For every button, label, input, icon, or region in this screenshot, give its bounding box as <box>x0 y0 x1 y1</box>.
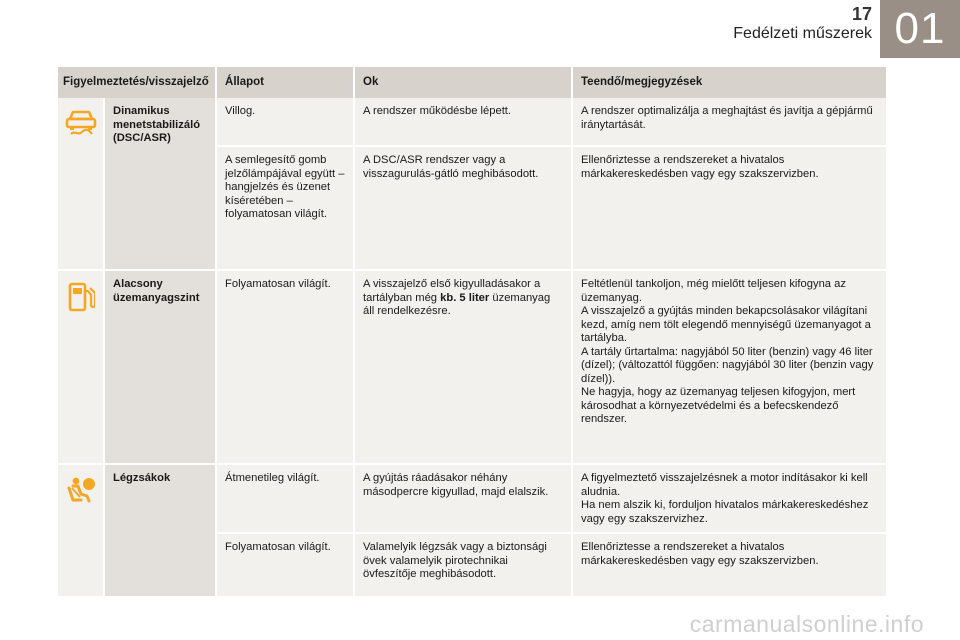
watermark: carmanualsonline.info <box>689 611 924 637</box>
chapter-title: Fedélzeti műszerek <box>733 25 872 42</box>
dsc-cause-2: A DSC/ASR rendszer vagy a visszagurulás-gátló meghibásodott. <box>354 146 572 270</box>
fuel-cause-bold: kb. 5 liter <box>440 291 490 304</box>
fuel-action-line: A visszajelző a gyújtás minden bekapcsolásakor világítani kezd, amíg nem tölt elegendő mennyiségű üzemanyagot a tartályba. <box>581 305 871 344</box>
column-header-state: Állapot <box>216 67 354 98</box>
fuel-action <box>572 270 886 464</box>
column-header-cause: Ok <box>354 67 572 98</box>
airbag-action-1 <box>572 464 886 533</box>
fuel-cause-text: A visszajelző első kigyulladásakor a tartályban még <box>363 278 541 304</box>
table-row <box>58 98 886 146</box>
airbag-state-1: Átmenetileg világít. <box>216 464 354 533</box>
column-header-warning: Figyelmeztetés/visszajelző <box>58 67 216 98</box>
dsc-name: Dinamikus menetstabilizáló (DSC/ASR) <box>104 98 216 270</box>
fuel-icon-cell <box>58 270 104 464</box>
airbag-cause-2: Valamelyik légzsák vagy a biztonsági övek valamelyik pirotechnikai övfeszítője meghibásodott. <box>354 533 572 597</box>
airbag-name: Légzsákok <box>104 464 216 597</box>
airbag-action-line: A figyelmeztető visszajelzésnek a motor indításakor ki kell aludnia. <box>581 472 868 498</box>
chapter-tab[interactable]: 01 <box>880 0 960 58</box>
stability-control-icon <box>64 108 97 136</box>
table-header-row <box>58 67 886 98</box>
airbag-state-2: Folyamatosan világít. <box>216 533 354 597</box>
airbag-action-line: Ha nem alszik ki, forduljon hivatalos márkakereskedéshez vagy egy szakszervizhez. <box>581 499 869 525</box>
dsc-action-1: A rendszer optimalizálja a meghajtást és javítja a gépjármű iránytartását. <box>572 98 886 146</box>
airbag-icon-cell <box>58 464 104 597</box>
table-row <box>58 270 886 464</box>
dsc-state-2: A semlegesítő gomb jelzőlámpájával együtt – hangjelzés és üzenet kíséretében – folyamatosan világít. <box>216 146 354 270</box>
fuel-action-line: Ne hagyja, hogy az üzemanyag teljesen kifogyjon, mert károsodhat a környezetvédelmi és a befecskendező rendszer. <box>581 386 856 425</box>
warning-lights-table <box>58 67 886 598</box>
airbag-cause-1: A gyújtás ráadásakor néhány másodpercre kigyullad, majd elalszik. <box>354 464 572 533</box>
page-number: 17 <box>851 4 872 24</box>
dsc-icon-cell <box>58 98 104 270</box>
dsc-cause-1: A rendszer működésbe lépett. <box>354 98 572 146</box>
dsc-state-1: Villog. <box>216 98 354 146</box>
fuel-pump-icon <box>64 281 97 313</box>
airbag-icon <box>64 475 97 505</box>
fuel-action-line: Feltétlenül tankoljon, még mielőtt teljesen kifogyna az üzemanyag. <box>581 278 846 304</box>
column-header-action: Teendő/megjegyzések <box>572 67 886 98</box>
airbag-action-2: Ellenőriztesse a rendszereket a hivatalos márkakereskedésben vagy egy szakszervizben. <box>572 533 886 597</box>
dsc-action-2: Ellenőriztesse a rendszereket a hivatalos márkakereskedésben vagy egy szakszervizben. <box>572 146 886 270</box>
fuel-name: Alacsony üzemanyagszint <box>104 270 216 464</box>
fuel-cause <box>354 270 572 464</box>
fuel-action-line: A tartály űrtartalma: nagyjából 50 liter (benzin) vagy 46 liter (dízel); (változattól függően: nagyjából 30 liter (benzin vagy dízel)). <box>581 345 874 385</box>
table-row <box>58 464 886 533</box>
fuel-state: Folyamatosan világít. <box>216 270 354 464</box>
fuel-cause-text-end: üzemanyag áll rendelkezésre. <box>363 291 551 317</box>
